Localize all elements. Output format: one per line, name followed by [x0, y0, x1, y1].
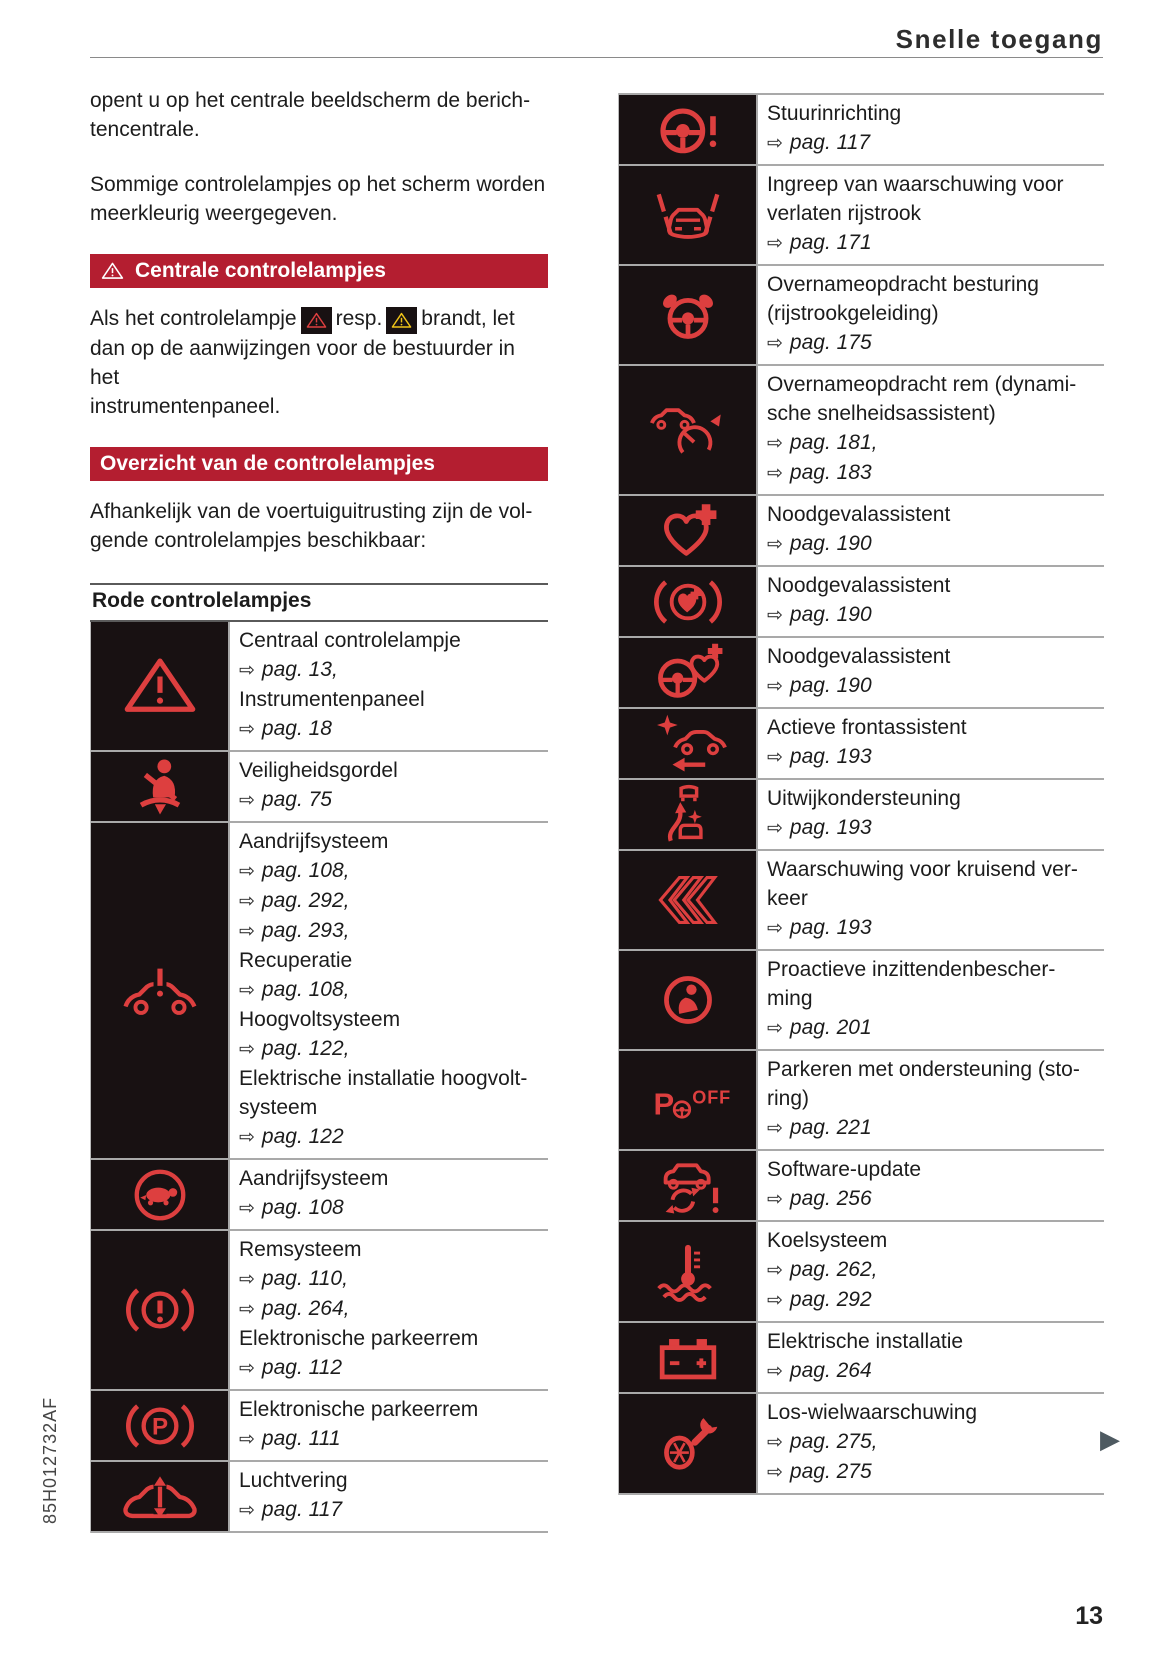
- ref-arrow-icon: ⇨: [767, 233, 783, 254]
- row-title: sche snelheidsassistent): [767, 402, 996, 425]
- ref-arrow-icon: ⇨: [239, 790, 255, 811]
- ref-arrow-icon: ⇨: [767, 918, 783, 939]
- ref-arrow-icon: ⇨: [767, 1189, 783, 1210]
- row-text: [758, 1222, 1104, 1321]
- central-warning-icon: [91, 622, 230, 750]
- page-ref[interactable]: ⇨ pag. 293,: [239, 919, 350, 942]
- page-ref[interactable]: ⇨ pag. 292,: [239, 889, 350, 912]
- section-title: Centrale controlelampjes: [135, 259, 386, 282]
- text-line: Afhankelijk van de voertuiguitrusting zijn de vol-: [90, 500, 533, 523]
- text-line: instrumentenpaneel.: [90, 395, 281, 418]
- ref-arrow-icon: ⇨: [239, 891, 255, 912]
- row-title: Hoogvoltsysteem: [239, 1008, 401, 1031]
- red-warning-badge-icon: [301, 307, 332, 334]
- seatbelt-icon: [91, 752, 230, 821]
- ref-arrow-icon: ⇨: [239, 861, 255, 882]
- row-title: ming: [767, 987, 813, 1010]
- page-ref[interactable]: ⇨ pag. 108,: [239, 859, 350, 882]
- table-row: [619, 93, 1104, 166]
- row-title: Software-update: [767, 1158, 922, 1181]
- row-title: (rijstrookgeleiding): [767, 302, 939, 325]
- row-text: [230, 1160, 548, 1229]
- red-warning-lights-table-right: [618, 93, 1104, 1495]
- page-ref[interactable]: ⇨ pag. 264,: [239, 1297, 350, 1320]
- row-text: [758, 1323, 1104, 1392]
- ref-arrow-icon: ⇨: [767, 1018, 783, 1039]
- row-text: [758, 1394, 1104, 1493]
- ref-arrow-icon: ⇨: [767, 333, 783, 354]
- ref-arrow-icon: ⇨: [239, 1429, 255, 1450]
- evasive-support-icon: [619, 780, 758, 849]
- steering-takeover-icon: [619, 266, 758, 364]
- warning-triangle-icon: [100, 260, 125, 282]
- right-column: [618, 93, 1104, 1495]
- row-title: Noodgevalassistent: [767, 645, 951, 668]
- ref-arrow-icon: ⇨: [767, 605, 783, 626]
- text-line: opent u op het centrale beeldscherm de berich-: [90, 89, 531, 112]
- row-title: Aandrijfsysteem: [239, 830, 389, 853]
- emergency-assist-heart-icon: [619, 496, 758, 565]
- text-segment: Als het controlelampje: [90, 307, 297, 330]
- table-row: [619, 951, 1104, 1051]
- row-title: Overnameopdracht rem (dynami-: [767, 373, 1077, 396]
- page-ref[interactable]: ⇨ pag. 190: [767, 674, 872, 697]
- page-ref[interactable]: ⇨ pag. 221: [767, 1116, 872, 1139]
- brake-takeover-icon: [619, 366, 758, 494]
- row-text: [230, 1231, 548, 1389]
- ref-arrow-icon: ⇨: [767, 133, 783, 154]
- row-title: Remsysteem: [239, 1238, 362, 1261]
- emergency-assist-brake-icon: [619, 567, 758, 636]
- cross-traffic-warning-icon: [619, 851, 758, 949]
- row-text: [758, 780, 1104, 849]
- page-number: 13: [1075, 1602, 1103, 1630]
- ref-arrow-icon: ⇨: [239, 1269, 255, 1290]
- ref-arrow-icon: ⇨: [767, 463, 783, 484]
- page-ref[interactable]: ⇨ pag. 122: [239, 1125, 344, 1148]
- table-row: [619, 1323, 1104, 1394]
- table-row: [619, 851, 1104, 951]
- ref-arrow-icon: ⇨: [239, 1299, 255, 1320]
- row-title: Centraal controlelampje: [239, 629, 461, 652]
- page-ref[interactable]: ⇨ pag. 108,: [239, 978, 350, 1001]
- page-ref[interactable]: ⇨ pag. 193: [767, 816, 872, 839]
- row-title: Recuperatie: [239, 949, 353, 972]
- row-text: [230, 1391, 548, 1460]
- steering-warning-icon: [619, 95, 758, 164]
- row-title: ring): [767, 1087, 810, 1110]
- ref-arrow-icon: ⇨: [767, 1290, 783, 1311]
- ref-arrow-icon: ⇨: [767, 534, 783, 555]
- page-ref[interactable]: ⇨ pag. 193: [767, 916, 872, 939]
- row-text: [758, 95, 1104, 164]
- page-ref[interactable]: ⇨ pag. 122,: [239, 1037, 350, 1060]
- row-title: Noodgevalassistent: [767, 574, 951, 597]
- row-title: Elektronische parkeerrem: [239, 1327, 479, 1350]
- ref-arrow-icon: ⇨: [767, 818, 783, 839]
- row-text: [230, 1462, 548, 1531]
- row-text: [758, 709, 1104, 778]
- page-ref[interactable]: ⇨ pag. 262,: [767, 1258, 878, 1281]
- emergency-assist-steering-icon: [619, 638, 758, 707]
- row-title: systeem: [239, 1096, 318, 1119]
- row-title: Stuurinrichting: [767, 102, 902, 125]
- continuation-arrow-icon: ▶: [1100, 1424, 1120, 1454]
- table-row: [91, 1231, 548, 1391]
- ref-arrow-icon: ⇨: [767, 433, 783, 454]
- row-title: Uitwijkondersteuning: [767, 787, 961, 810]
- document-code: 85H012732AF: [40, 1396, 60, 1524]
- left-column: [90, 86, 548, 1533]
- software-update-icon: [619, 1151, 758, 1220]
- red-warning-lights-table-left: [90, 622, 548, 1533]
- row-title: Elektrische installatie: [767, 1330, 964, 1353]
- lane-departure-warning-icon: [619, 166, 758, 264]
- row-text: [758, 951, 1104, 1049]
- red-warning-lights-table-header: Rode controlelampjes: [90, 583, 548, 622]
- section-header-overview: [90, 447, 548, 481]
- table-row: [619, 366, 1104, 496]
- yellow-warning-badge-icon: [386, 307, 417, 334]
- table-row: [91, 1160, 548, 1231]
- row-title: Los-wielwaarschuwing: [767, 1401, 978, 1424]
- row-title: Proactieve inzittendenbescher-: [767, 958, 1056, 981]
- page-ref[interactable]: ⇨ pag. 13,: [239, 658, 338, 681]
- row-title: Ingreep van waarschuwing voor: [767, 173, 1064, 196]
- ref-arrow-icon: ⇨: [239, 1500, 255, 1521]
- air-suspension-icon: [91, 1462, 230, 1531]
- page-ref[interactable]: ⇨ pag. 117: [767, 131, 871, 154]
- brake-warning-icon: [91, 1231, 230, 1389]
- page-ref[interactable]: ⇨ pag. 292: [767, 1288, 872, 1311]
- table-row: [619, 266, 1104, 366]
- row-text: [230, 622, 548, 750]
- row-text: [758, 366, 1104, 494]
- ref-arrow-icon: ⇨: [767, 1432, 783, 1453]
- central-paragraph: [90, 304, 548, 421]
- section-header-central: [90, 254, 548, 288]
- ref-arrow-icon: ⇨: [239, 1198, 255, 1219]
- text-line: dan op de aanwijzingen voor de bestuurder in het: [90, 337, 515, 389]
- ref-arrow-icon: ⇨: [239, 921, 255, 942]
- row-text: [758, 166, 1104, 264]
- ref-arrow-icon: ⇨: [239, 1039, 255, 1060]
- page-ref[interactable]: ⇨ pag. 111: [239, 1427, 341, 1450]
- row-text: [758, 638, 1104, 707]
- page-ref[interactable]: ⇨ pag. 201: [767, 1016, 872, 1039]
- ref-arrow-icon: ⇨: [767, 676, 783, 697]
- row-text: [230, 752, 548, 821]
- page-ref[interactable]: ⇨ pag. 190: [767, 532, 872, 555]
- parking-assist-off-icon: [619, 1051, 758, 1149]
- row-text: [758, 266, 1104, 364]
- table-row: [91, 752, 548, 823]
- row-text: [230, 823, 548, 1158]
- page-ref[interactable]: ⇨ pag. 190: [767, 603, 872, 626]
- row-title: Overnameopdracht besturing: [767, 273, 1039, 296]
- reduced-power-icon: [91, 1160, 230, 1229]
- text-line: tencentrale.: [90, 118, 200, 141]
- row-text: [758, 851, 1104, 949]
- overview-paragraph: [90, 497, 548, 555]
- page-ref[interactable]: ⇨ pag. 110,: [239, 1267, 348, 1290]
- table-row: [91, 622, 548, 752]
- page-ref[interactable]: ⇨ pag. 171: [767, 231, 872, 254]
- page-ref[interactable]: ⇨ pag. 117: [239, 1498, 343, 1521]
- header-rule: [90, 57, 1103, 58]
- row-text: [758, 496, 1104, 565]
- row-title: Aandrijfsysteem: [239, 1167, 389, 1190]
- text-line: gende controlelampjes beschikbaar:: [90, 529, 427, 552]
- table-row: [91, 1391, 548, 1462]
- table-row: [91, 1462, 548, 1533]
- row-title: keer: [767, 887, 808, 910]
- drive-system-warning-icon: [91, 823, 230, 1158]
- table-row: [619, 780, 1104, 851]
- page-ref[interactable]: ⇨ pag. 112: [239, 1356, 343, 1379]
- table-row: [619, 567, 1104, 638]
- table-row: [619, 709, 1104, 780]
- row-text: [758, 1151, 1104, 1220]
- ref-arrow-icon: ⇨: [239, 1127, 255, 1148]
- table-row: [619, 1151, 1104, 1222]
- ref-arrow-icon: ⇨: [239, 719, 255, 740]
- loose-wheel-warning-icon: [619, 1394, 758, 1493]
- row-title: Elektronische parkeerrem: [239, 1398, 479, 1421]
- ref-arrow-icon: ⇨: [767, 1462, 783, 1483]
- page-ref[interactable]: ⇨ pag. 264: [767, 1359, 872, 1382]
- occupant-protection-icon: [619, 951, 758, 1049]
- row-title: Instrumentenpaneel: [239, 688, 425, 711]
- text-line: meerkleurig weergegeven.: [90, 202, 338, 225]
- intro-paragraph-1: [90, 86, 548, 144]
- page-header-title: Snelle toegang: [895, 24, 1103, 54]
- row-title: verlaten rijstrook: [767, 202, 922, 225]
- battery-icon: [619, 1323, 758, 1392]
- row-title: Luchtvering: [239, 1469, 348, 1492]
- page-ref[interactable]: ⇨ pag. 75: [239, 788, 332, 811]
- ref-arrow-icon: ⇨: [767, 1260, 783, 1281]
- row-title: Parkeren met ondersteuning (sto-: [767, 1058, 1080, 1081]
- page-ref[interactable]: ⇨ pag. 275: [767, 1460, 872, 1483]
- table-row: [619, 1051, 1104, 1151]
- row-title: Actieve frontassistent: [767, 716, 967, 739]
- page-ref[interactable]: ⇨ pag. 175: [767, 331, 872, 354]
- table-row: [619, 496, 1104, 567]
- text-segment: resp.: [335, 307, 383, 330]
- text-line: Sommige controlelampjes op het scherm worden: [90, 173, 546, 196]
- page-ref[interactable]: ⇨ pag. 183: [767, 461, 872, 484]
- ref-arrow-icon: ⇨: [767, 747, 783, 768]
- table-row: [619, 1394, 1104, 1495]
- row-text: [758, 1051, 1104, 1149]
- row-title: Waarschuwing voor kruisend ver-: [767, 858, 1078, 881]
- row-title: Elektrische installatie hoogvolt-: [239, 1067, 528, 1090]
- table-row: [619, 166, 1104, 266]
- page-ref[interactable]: ⇨ pag. 275,: [767, 1430, 878, 1453]
- intro-paragraph-2: [90, 170, 548, 228]
- ref-arrow-icon: ⇨: [239, 980, 255, 1001]
- ref-arrow-icon: ⇨: [767, 1118, 783, 1139]
- page-ref[interactable]: ⇨ pag. 18: [239, 717, 332, 740]
- page-ref[interactable]: ⇨ pag. 108: [239, 1196, 344, 1219]
- table-row: [619, 1222, 1104, 1323]
- row-title: Noodgevalassistent: [767, 503, 951, 526]
- ref-arrow-icon: ⇨: [239, 660, 255, 681]
- row-title: Veiligheidsgordel: [239, 759, 398, 782]
- row-text: [758, 567, 1104, 636]
- table-row: [91, 823, 548, 1160]
- text-segment: brandt, let: [421, 307, 515, 330]
- parking-brake-icon: [91, 1391, 230, 1460]
- table-row: [619, 638, 1104, 709]
- page-ref[interactable]: ⇨ pag. 256: [767, 1187, 872, 1210]
- page-ref[interactable]: ⇨ pag. 181,: [767, 431, 878, 454]
- coolant-temperature-icon: [619, 1222, 758, 1321]
- text-line: [90, 304, 548, 334]
- ref-arrow-icon: ⇨: [767, 1361, 783, 1382]
- row-title: Koelsysteem: [767, 1229, 888, 1252]
- front-assist-icon: [619, 709, 758, 778]
- ref-arrow-icon: ⇨: [239, 1358, 255, 1379]
- page-ref[interactable]: ⇨ pag. 193: [767, 745, 872, 768]
- section-title: Overzicht van de controlelampjes: [100, 452, 435, 475]
